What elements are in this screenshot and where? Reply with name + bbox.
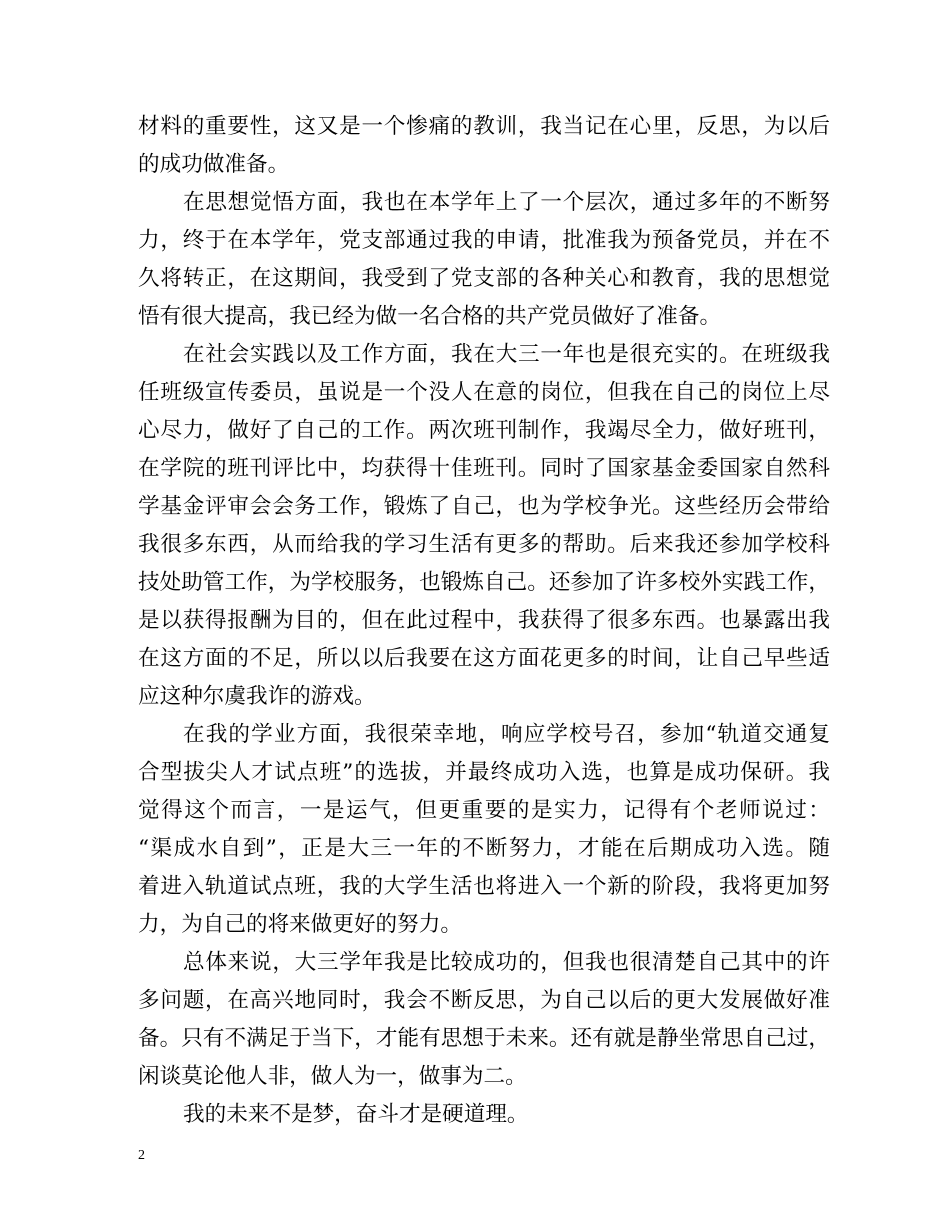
text-line: 我很多东西，从而给我的学习生活有更多的帮助。后来我还参加学校科	[138, 532, 830, 557]
text-line: 在社会实践以及工作方面，我在大三一年也是很充实的。在班级我	[183, 342, 830, 367]
text-line: 材料的重要性，这又是一个惨痛的教训，我当记在心里，反思，为以后	[138, 114, 830, 139]
text-line: “渠成水自到”，正是大三一年的不断努力，才能在后期成功入选。随	[138, 836, 830, 861]
page-number: 2	[138, 1148, 145, 1163]
text-line: 的成功做准备。	[138, 152, 290, 177]
text-line: 在学院的班刊评比中，均获得十佳班刊。同时了国家基金委国家自然科	[138, 456, 830, 481]
text-line: 悟有很大提高，我已经为做一名合格的共产党员做好了准备。	[138, 304, 722, 329]
text-line: 心尽力，做好了自己的工作。两次班刊制作，我竭尽全力，做好班刊，	[138, 418, 830, 443]
text-line: 着进入轨道试点班，我的大学生活也将进入一个新的阶段，我将更加努	[138, 874, 830, 899]
text-lines	[138, 108, 830, 1134]
text-line: 应这种尔虞我诈的游戏。	[138, 684, 376, 709]
text-line: 任班级宣传委员，虽说是一个没人在意的岗位，但我在自己的岗位上尽	[138, 380, 830, 405]
text-line: 是以获得报酬为目的，但在此过程中，我获得了很多东西。也暴露出我	[138, 608, 830, 633]
text-line: 闲谈莫论他人非，做人为一，做事为二。	[138, 1064, 527, 1089]
text-line: 力，终于在本学年，党支部通过我的申请，批准我为预备党员，并在不	[138, 228, 830, 253]
text-line: 我的未来不是梦，奋斗才是硬道理。	[183, 1102, 529, 1127]
text-line: 学基金评审会会务工作，锻炼了自己，也为学校争光。这些经历会带给	[138, 494, 830, 519]
text-line: 总体来说，大三学年我是比较成功的，但我也很清楚自己其中的许	[183, 950, 830, 975]
text-line: 力，为自己的将来做更好的努力。	[138, 912, 462, 937]
text-line: 在我的学业方面，我很荣幸地，响应学校号召，参加“轨道交通复	[183, 722, 830, 747]
document-body	[138, 108, 830, 1134]
text-line: 合型拔尖人才试点班”的选拔，并最终成功入选，也算是成功保研。我	[138, 760, 830, 785]
text-line: 技处助管工作，为学校服务，也锻炼自己。还参加了许多校外实践工作，	[138, 570, 830, 595]
text-line: 在思想觉悟方面，我也在本学年上了一个层次，通过多年的不断努	[183, 190, 830, 215]
text-line: 多问题，在高兴地同时，我会不断反思，为自己以后的更大发展做好准	[138, 988, 830, 1013]
text-line: 觉得这个而言，一是运气，但更重要的是实力，记得有个老师说过：	[138, 798, 830, 823]
text-line: 备。只有不满足于当下，才能有思想于未来。还有就是静坐常思自己过，	[138, 1026, 830, 1051]
text-line: 在这方面的不足，所以以后我要在这方面花更多的时间，让自己早些适	[138, 646, 830, 671]
text-line: 久将转正，在这期间，我受到了党支部的各种关心和教育，我的思想觉	[138, 266, 830, 291]
